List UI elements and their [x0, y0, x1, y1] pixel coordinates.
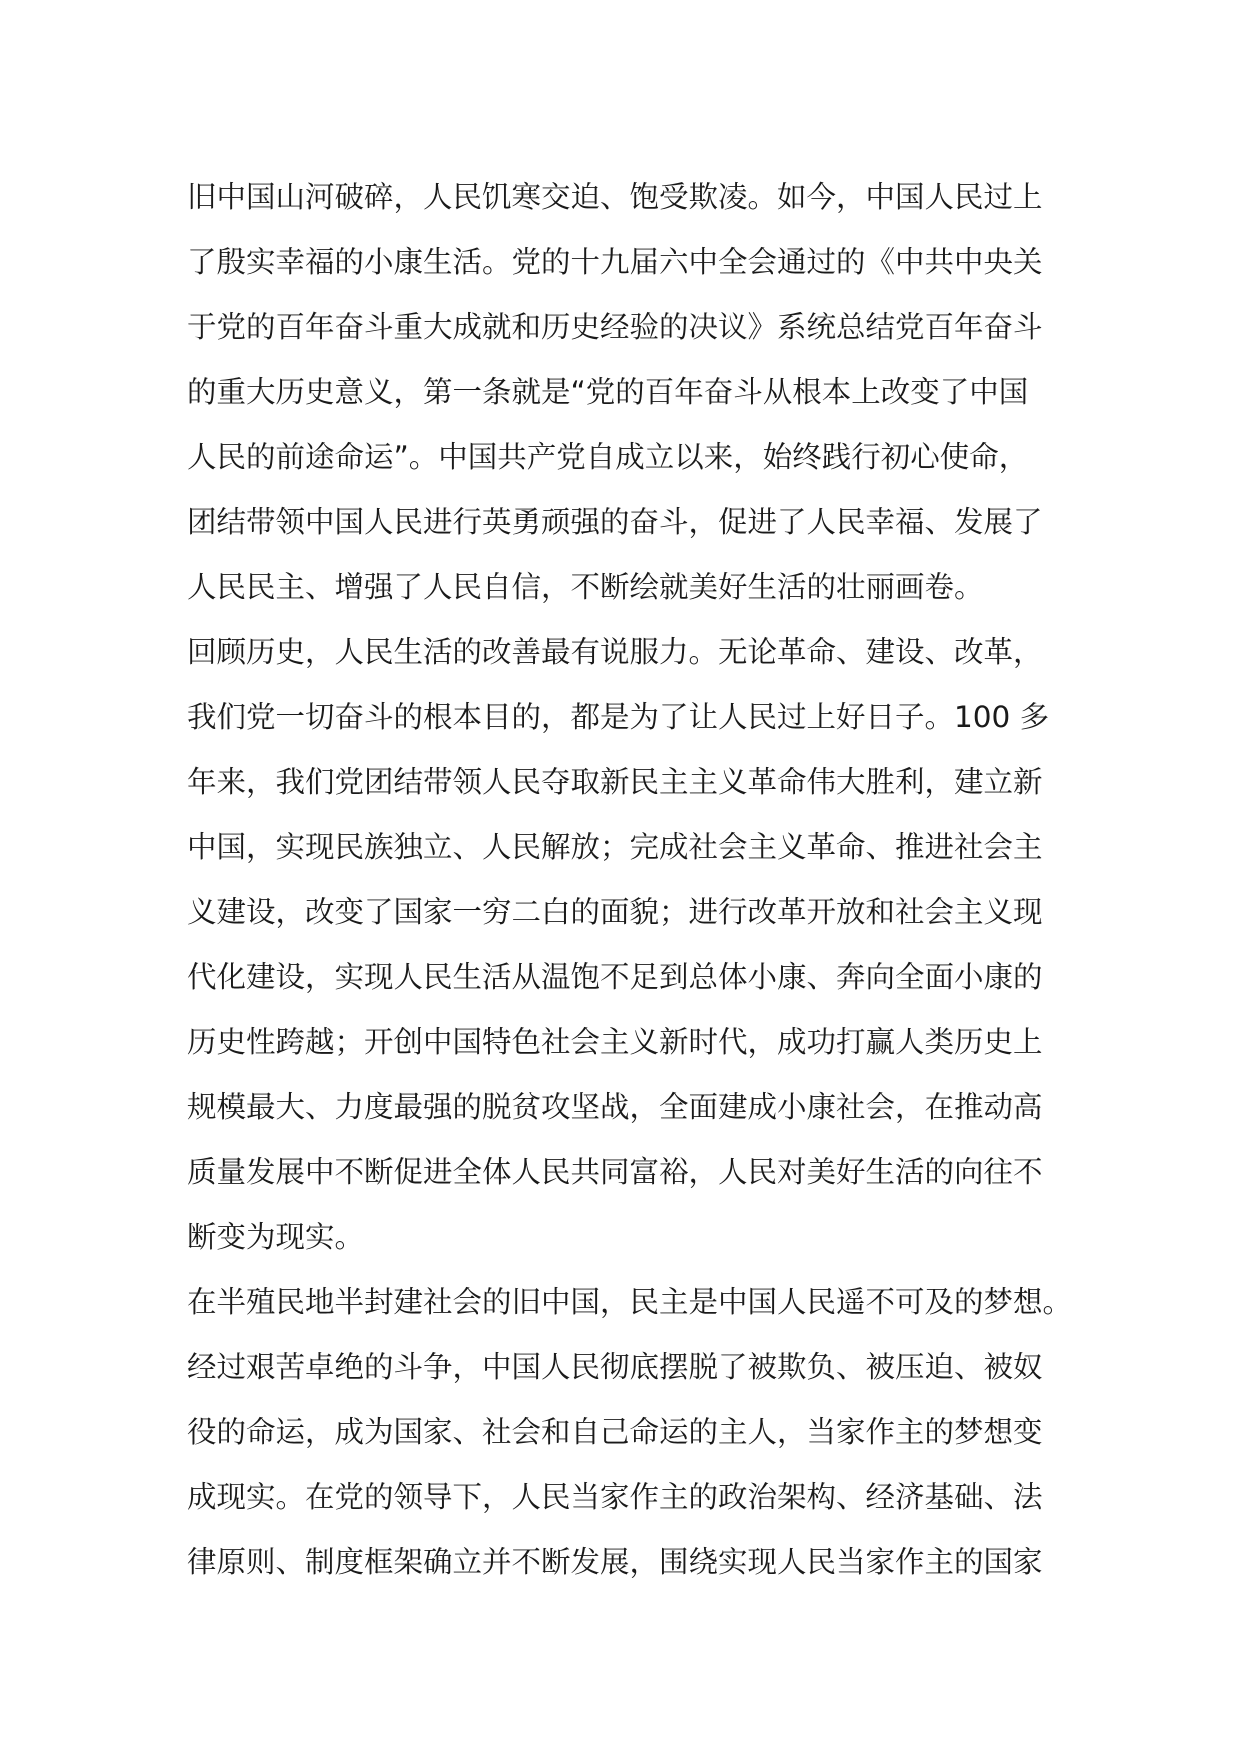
text-line: 代化建设，实现人民生活从温饱不足到总体小康、奔向全面小康的	[187, 960, 1043, 994]
text-line: 中国，实现民族独立、人民解放；完成社会主义革命、推进社会主	[187, 830, 1043, 864]
text-line: 回顾历史，人民生活的改善最有说服力。无论革命、建设、改革，	[187, 635, 1043, 669]
body-text	[187, 165, 1077, 1595]
text-line: 旧中国山河破碎，人民饥寒交迫、饱受欺凌。如今，中国人民过上	[187, 180, 1043, 214]
text-line: 的重大历史意义，第一条就是“党的百年奋斗从根本上改变了中国	[187, 375, 1029, 409]
text-line: 人民民主、增强了人民自信，不断绘就美好生活的壮丽画卷。	[187, 570, 984, 604]
text-line: 律原则、制度框架确立并不断发展，围绕实现人民当家作主的国家	[187, 1545, 1043, 1579]
text-line: 我们党一切奋斗的根本目的，都是为了让人民过上好日子。100 多	[187, 700, 1050, 734]
paragraph-1	[187, 165, 1077, 620]
text-line: 质量发展中不断促进全体人民共同富裕，人民对美好生活的向往不	[187, 1155, 1043, 1189]
text-line: 役的命运，成为国家、社会和自己命运的主人，当家作主的梦想变	[187, 1415, 1043, 1449]
text-line: 义建设，改变了国家一穷二白的面貌；进行改革开放和社会主义现	[187, 895, 1043, 929]
text-line: 经过艰苦卓绝的斗争，中国人民彻底摆脱了被欺负、被压迫、被奴	[187, 1350, 1043, 1384]
text-line: 成现实。在党的领导下，人民当家作主的政治架构、经济基础、法	[187, 1480, 1043, 1514]
text-line: 在半殖民地半封建社会的旧中国，民主是中国人民遥不可及的梦想。	[187, 1285, 1073, 1319]
text-line: 团结带领中国人民进行英勇顽强的奋斗，促进了人民幸福、发展了	[187, 505, 1043, 539]
text-line: 规模最大、力度最强的脱贫攻坚战，全面建成小康社会，在推动高	[187, 1090, 1043, 1124]
text-line: 了殷实幸福的小康生活。党的十九届六中全会通过的《中共中央关	[187, 245, 1043, 279]
text-line: 于党的百年奋斗重大成就和历史经验的决议》系统总结党百年奋斗	[187, 310, 1043, 344]
text-line: 年来，我们党团结带领人民夺取新民主主义革命伟大胜利，建立新	[187, 765, 1043, 799]
paragraph-3	[187, 1270, 1077, 1595]
text-line: 断变为现实。	[187, 1220, 365, 1254]
text-line: 人民的前途命运”。中国共产党自成立以来，始终践行初心使命，	[187, 440, 1029, 474]
text-line: 历史性跨越；开创中国特色社会主义新时代，成功打赢人类历史上	[187, 1025, 1043, 1059]
paragraph-2	[187, 620, 1077, 1270]
